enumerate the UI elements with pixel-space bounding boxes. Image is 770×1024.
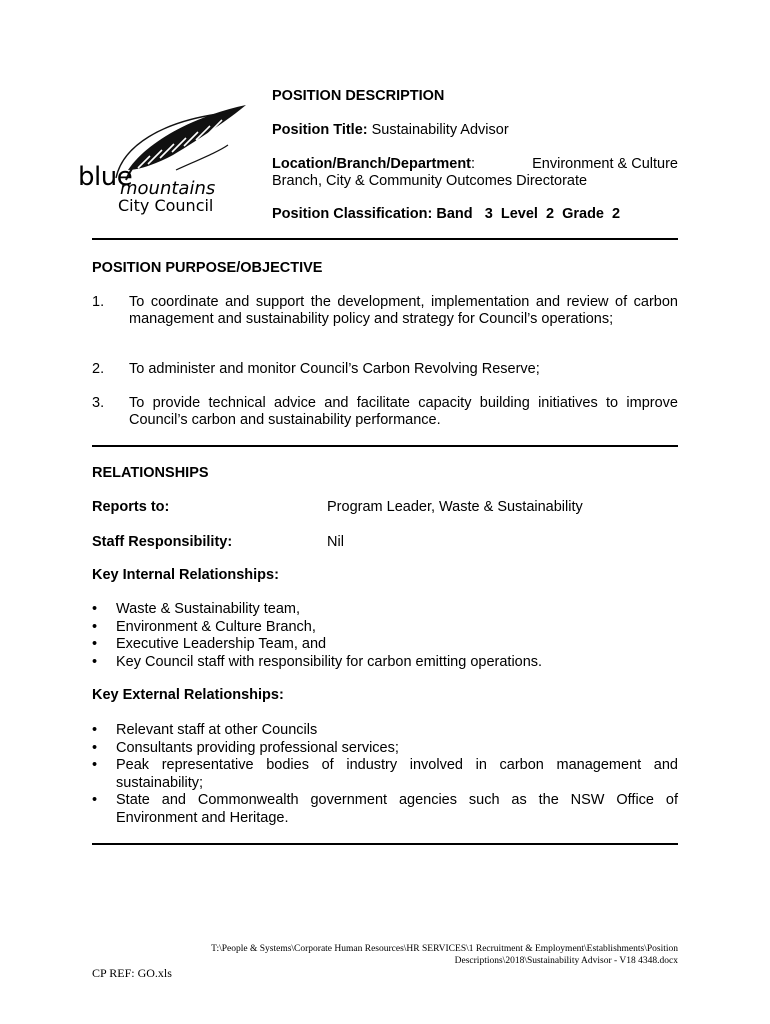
relationships-heading: RELATIONSHIPS	[92, 465, 209, 481]
reports-to-value: Program Leader, Waste & Sustainability	[327, 499, 583, 515]
list-item-text: State and Commonwealth government agencies such as the NSW Office of Environment and Heritage.	[116, 792, 678, 826]
purpose-item-3	[92, 395, 678, 431]
location-colon: :	[471, 156, 476, 172]
list-item-text: Key Council staff with responsibility for carbon emitting operations.	[116, 653, 543, 670]
purpose-item-1	[92, 294, 678, 346]
list-item	[92, 654, 678, 672]
divider	[92, 445, 678, 447]
list-item	[92, 619, 678, 637]
bullet-icon: •	[92, 636, 98, 652]
cp-ref: CP REF: GO.xls	[92, 966, 172, 980]
location-label: Location/Branch/Department	[272, 156, 471, 172]
purpose-item-number: 2.	[92, 361, 105, 377]
position-title-value: Sustainability Advisor	[371, 122, 509, 138]
list-item-text: Consultants providing professional services;	[116, 739, 399, 756]
list-item	[92, 636, 678, 654]
purpose-item-text: To administer and monitor Council’s Carbon Revolving Reserve;	[129, 361, 540, 377]
divider	[92, 843, 678, 845]
purpose-heading: POSITION PURPOSE/OBJECTIVE	[92, 260, 323, 276]
bullet-icon: •	[92, 601, 98, 617]
list-item-text: Waste & Sustainability team,	[116, 601, 301, 617]
list-item	[92, 740, 678, 758]
list-item	[92, 722, 678, 740]
list-item-text: Relevant staff at other Councils	[116, 722, 318, 738]
purpose-item-text: To provide technical advice and facilitate capacity building initiatives to improve Council’s carbon and sustainability performance.	[129, 395, 678, 428]
logo-text-city-council: City Council	[118, 196, 214, 215]
location-value-line2: Branch, City & Community Outcomes Directorate	[272, 173, 588, 189]
page-title: POSITION DESCRIPTION	[272, 88, 445, 104]
list-item-text: Executive Leadership Team, and	[116, 636, 327, 652]
location-value-line1: Environment & Culture	[532, 156, 678, 172]
file-path-line1: T:\People & Systems\Corporate Human Resources\HR SERVICES\1 Recruitment & Employment\Establishments\Position	[211, 944, 678, 954]
list-item	[92, 757, 678, 793]
bullet-icon: •	[92, 653, 98, 670]
position-title-label: Position Title:	[272, 122, 368, 138]
logo-text-blue: blue	[78, 162, 133, 192]
position-title	[272, 122, 509, 138]
purpose-item-text: To coordinate and support the development, implementation and review of carbon management and sustainability policy and strategy for Council’s operations;	[129, 294, 678, 327]
bullet-icon: •	[92, 618, 98, 635]
position-classification	[272, 206, 620, 222]
staff-responsibility-value: Nil	[327, 534, 344, 550]
divider	[92, 238, 678, 240]
file-path-footer	[100, 944, 678, 967]
external-relationships-heading: Key External Relationships:	[92, 687, 284, 703]
classification-label: Position Classification:	[272, 206, 433, 222]
bullet-icon: •	[92, 722, 98, 738]
purpose-item-number: 1.	[92, 294, 105, 310]
logo-text-mountains: mountains	[120, 178, 216, 199]
purpose-item-2	[92, 361, 678, 379]
list-item	[92, 792, 678, 828]
bullet-icon: •	[92, 739, 98, 756]
staff-responsibility-label: Staff Responsibility:	[92, 534, 233, 550]
list-item-text: Environment & Culture Branch,	[116, 618, 316, 635]
list-item-text: Peak representative bodies of industry involved in carbon management and sustainability;	[116, 757, 678, 791]
purpose-item-number: 3.	[92, 395, 105, 411]
location-line1	[272, 156, 678, 172]
bullet-icon: •	[92, 792, 98, 808]
classification-value: Band 3 Level 2 Grade 2	[436, 206, 621, 222]
file-path-line2: Descriptions\2018\Sustainability Advisor - V18 4348.docx	[454, 955, 678, 966]
internal-relationships-heading: Key Internal Relationships:	[92, 567, 279, 583]
bullet-icon: •	[92, 757, 98, 773]
council-logo	[78, 100, 248, 218]
reports-to-label: Reports to:	[92, 499, 170, 515]
list-item	[92, 601, 678, 619]
